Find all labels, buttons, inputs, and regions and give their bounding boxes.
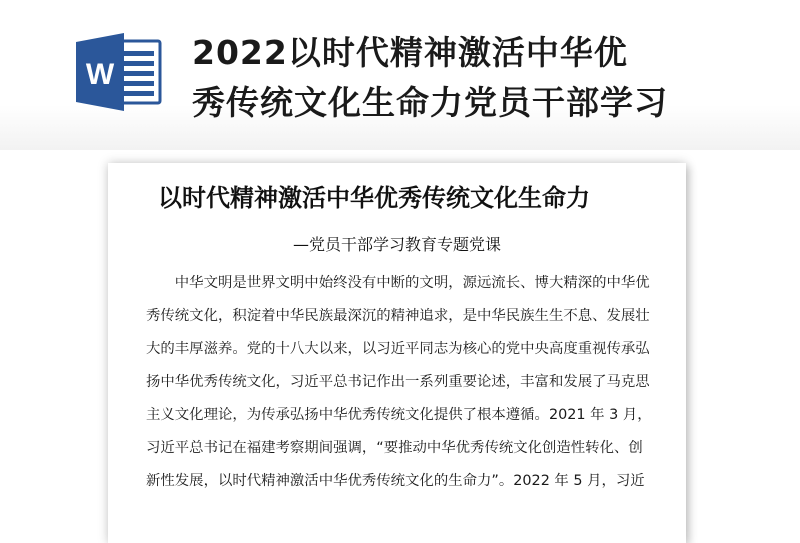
body-line: 秀传统文化，积淀着中华民族最深沉的精神追求，是中华民族生生不息、发展壮 bbox=[146, 308, 650, 324]
document-body bbox=[146, 267, 656, 498]
document-subtitle: —党员干部学习教育专题党课 bbox=[292, 235, 501, 254]
word-document-icon bbox=[76, 33, 162, 111]
body-line: 习近平总书记在福建考察期间强调，“要推动中华优秀传统文化创造性转化、创 bbox=[146, 440, 643, 456]
body-line: 大的丰厚滋养。党的十八大以来，以习近平同志为核心的党中央高度重视传承弘 bbox=[146, 341, 650, 357]
body-line: 主义文化理论，为传承弘扬中华优秀传统文化提供了根本遵循。2021 年 3 月， bbox=[146, 407, 652, 423]
banner-title-line-2: 秀传统文化生命力党员干部学习 bbox=[192, 83, 668, 122]
body-line: 新性发展，以时代精神激活中华优秀传统文化的生命力”。2022 年 5 月，习近 bbox=[146, 473, 645, 489]
body-line: 中华文明是世界文明中始终没有中断的文明，源远流长、博大精深的中华优 bbox=[146, 275, 650, 291]
document-title: 以时代精神激活中华优秀传统文化生命力 bbox=[158, 184, 590, 212]
body-line: 扬中华优秀传统文化，习近平总书记作出一系列重要论述，丰富和发展了马克思 bbox=[146, 374, 650, 390]
banner-title-line-1: 2022以时代精神激活中华优 bbox=[192, 33, 628, 72]
banner-title bbox=[192, 28, 782, 128]
word-icon-letter: W bbox=[85, 58, 115, 91]
header-banner bbox=[0, 0, 800, 150]
